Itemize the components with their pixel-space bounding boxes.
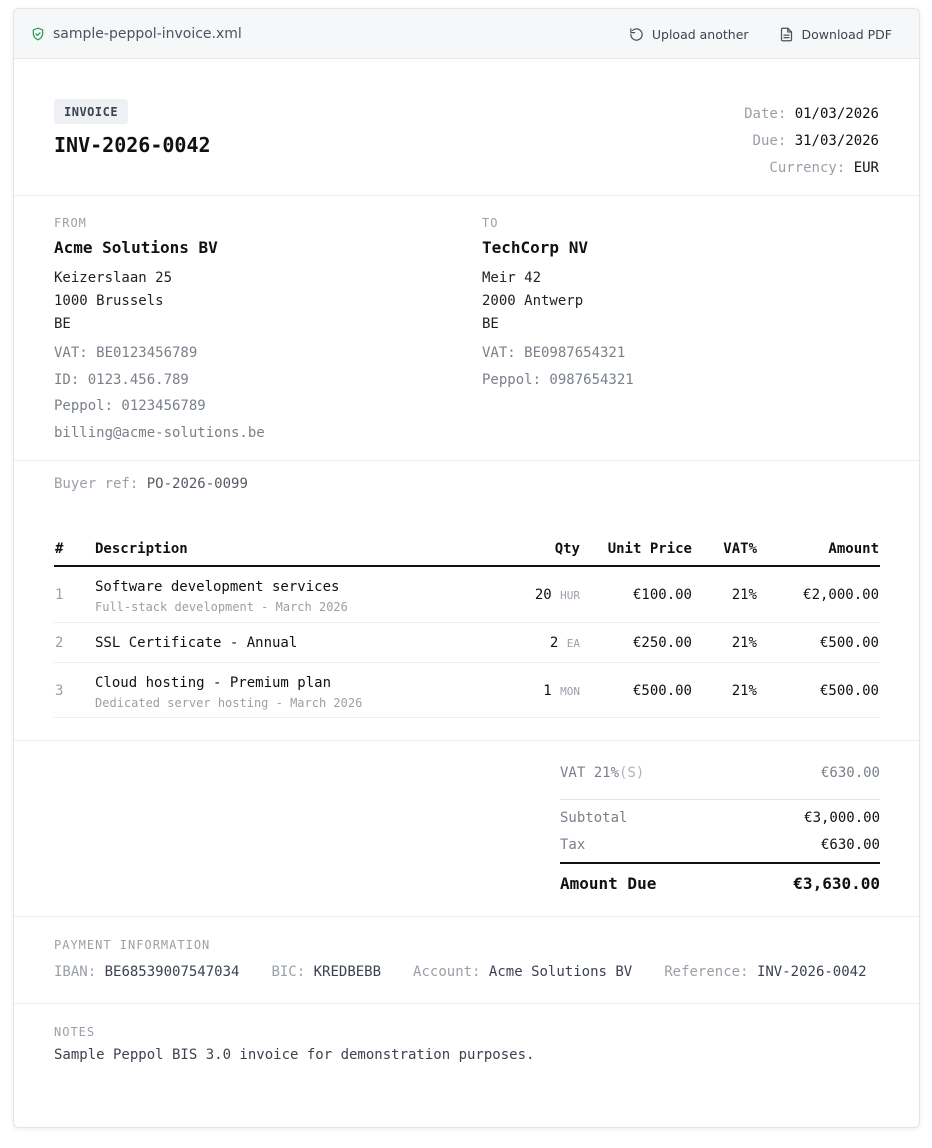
table-row	[54, 663, 880, 718]
file-name: sample-peppol-invoice.xml	[53, 26, 242, 42]
rotate-ccw-icon	[629, 27, 644, 42]
col-header-num: #	[55, 541, 64, 557]
row-qty-unit: EA	[566, 637, 580, 650]
account-item	[413, 964, 632, 980]
reference-label: Reference:	[664, 964, 749, 980]
toolbar-actions	[629, 9, 892, 59]
from-label: FROM	[54, 216, 87, 230]
date-label: Date:	[744, 106, 787, 122]
payment-info-label: PAYMENT INFORMATION	[54, 938, 211, 952]
col-header-description: Description	[95, 541, 188, 557]
row-sub-description: Full-stack development - March 2026	[95, 600, 348, 614]
buyer-ref-label: Buyer ref:	[54, 476, 139, 492]
row-qty	[550, 635, 580, 651]
bic-value: KREDBEBB	[313, 964, 382, 980]
row-description: Software development services	[95, 579, 340, 595]
reference-item	[664, 964, 866, 980]
invoice-due-row	[744, 128, 879, 155]
seller-id: ID: 0123.456.789	[54, 371, 189, 388]
row-qty-value: 1	[543, 683, 552, 699]
row-qty-unit: MON	[560, 685, 580, 698]
row-description: Cloud hosting - Premium plan	[95, 675, 332, 691]
row-unit-price: €250.00	[632, 635, 692, 651]
reference-value: INV-2026-0042	[756, 964, 867, 980]
buyer-country: BE	[482, 316, 499, 332]
currency-label: Currency:	[769, 160, 846, 176]
download-pdf-button[interactable]	[779, 27, 892, 42]
file-text-icon	[779, 27, 794, 42]
col-header-vat: VAT%	[723, 541, 757, 557]
totals-block	[560, 759, 880, 902]
divider	[14, 1003, 919, 1004]
row-qty-unit: HUR	[560, 589, 580, 602]
seller-address	[54, 267, 265, 336]
currency-value: EUR	[853, 160, 879, 176]
buyer-name: TechCorp NV	[482, 238, 588, 257]
row-vat: 21%	[731, 635, 757, 651]
table-row	[54, 567, 880, 623]
amount-due-row	[560, 864, 880, 902]
row-qty-value: 20	[534, 587, 552, 603]
toolbar	[14, 9, 919, 59]
seller-block	[54, 216, 265, 446]
date-value: 01/03/2026	[794, 106, 879, 122]
due-label: Due:	[752, 133, 787, 149]
iban-item	[54, 964, 239, 980]
tax-value: €630.00	[820, 837, 880, 853]
row-qty	[543, 683, 580, 699]
seller-identifiers	[54, 340, 265, 446]
buyer-reference	[54, 476, 248, 492]
row-amount: €500.00	[819, 635, 879, 651]
download-pdf-label: Download PDF	[801, 26, 892, 42]
row-amount: €2,000.00	[803, 587, 879, 603]
row-qty	[535, 587, 580, 603]
row-qty-value: 2	[549, 635, 559, 651]
buyer-peppol: Peppol: 0987654321	[482, 371, 634, 388]
row-unit-price: €500.00	[632, 683, 692, 699]
table-row	[54, 623, 880, 663]
col-header-amount: Amount	[828, 541, 879, 557]
col-header-qty: Qty	[554, 541, 580, 557]
buyer-address	[482, 267, 634, 336]
divider	[14, 195, 919, 196]
seller-peppol: Peppol: 0123456789	[54, 398, 206, 414]
buyer-block	[482, 216, 634, 393]
divider	[14, 740, 919, 741]
bic-label: BIC:	[271, 964, 306, 980]
vat-breakdown-rate: VAT 21%	[560, 765, 620, 781]
line-items-table	[54, 533, 880, 718]
notes-text: Sample Peppol BIS 3.0 invoice for demonstration purposes.	[54, 1047, 535, 1063]
vat-breakdown-value: €630.00	[820, 765, 880, 781]
to-label: TO	[482, 216, 499, 230]
seller-city: 1000 Brussels	[54, 293, 164, 309]
invoice-card	[13, 8, 920, 1128]
row-amount: €500.00	[819, 683, 879, 699]
tax-row	[560, 837, 880, 864]
buyer-vat: VAT: BE0987654321	[482, 345, 626, 361]
amount-due-value: €3,630.00	[793, 874, 880, 893]
buyer-ref-value: PO-2026-0099	[146, 476, 248, 492]
row-number: 3	[55, 683, 64, 699]
bic-item	[271, 964, 381, 980]
col-header-unit-price: Unit Price	[607, 541, 692, 557]
invoice-meta	[744, 101, 879, 182]
invoice-date-row	[744, 101, 879, 128]
vat-breakdown-label	[560, 765, 644, 781]
iban-value: BE68539007547034	[104, 964, 240, 980]
divider	[14, 460, 919, 461]
vat-breakdown-code: (S)	[619, 765, 645, 781]
vat-breakdown-row	[560, 759, 880, 800]
account-label: Account:	[413, 964, 481, 980]
seller-email: billing@acme-solutions.be	[54, 424, 265, 441]
row-number: 1	[55, 587, 64, 603]
upload-another-label: Upload another	[651, 26, 749, 42]
account-value: Acme Solutions BV	[488, 964, 633, 980]
row-vat: 21%	[731, 683, 757, 699]
divider	[14, 916, 919, 917]
buyer-identifiers	[482, 340, 634, 393]
upload-another-button[interactable]	[629, 27, 749, 42]
amount-due-label: Amount Due	[560, 874, 657, 893]
notes-label: NOTES	[54, 1025, 96, 1039]
invoice-currency-row	[744, 155, 879, 182]
table-header	[54, 533, 880, 567]
seller-name: Acme Solutions BV	[54, 238, 218, 257]
due-value: 31/03/2026	[794, 133, 879, 149]
row-number: 2	[55, 635, 64, 651]
subtotal-value: €3,000.00	[804, 810, 880, 826]
buyer-city: 2000 Antwerp	[482, 293, 584, 309]
invoice-type-badge: INVOICE	[54, 99, 128, 124]
iban-label: IBAN:	[54, 964, 97, 980]
subtotal-label: Subtotal	[560, 810, 628, 826]
subtotal-row	[560, 810, 880, 837]
seller-street: Keizerslaan 25	[54, 270, 173, 286]
shield-check-icon	[31, 27, 45, 41]
file-indicator	[31, 9, 242, 59]
seller-vat: VAT: BE0123456789	[54, 345, 198, 361]
payment-info	[54, 964, 867, 980]
seller-country: BE	[54, 316, 71, 332]
row-description: SSL Certificate - Annual	[95, 635, 298, 651]
row-unit-price: €100.00	[632, 587, 692, 603]
invoice-number: INV-2026-0042	[54, 133, 211, 157]
tax-label: Tax	[560, 837, 586, 853]
buyer-street: Meir 42	[482, 270, 542, 286]
row-sub-description: Dedicated server hosting - March 2026	[95, 696, 363, 710]
row-vat: 21%	[731, 587, 757, 603]
